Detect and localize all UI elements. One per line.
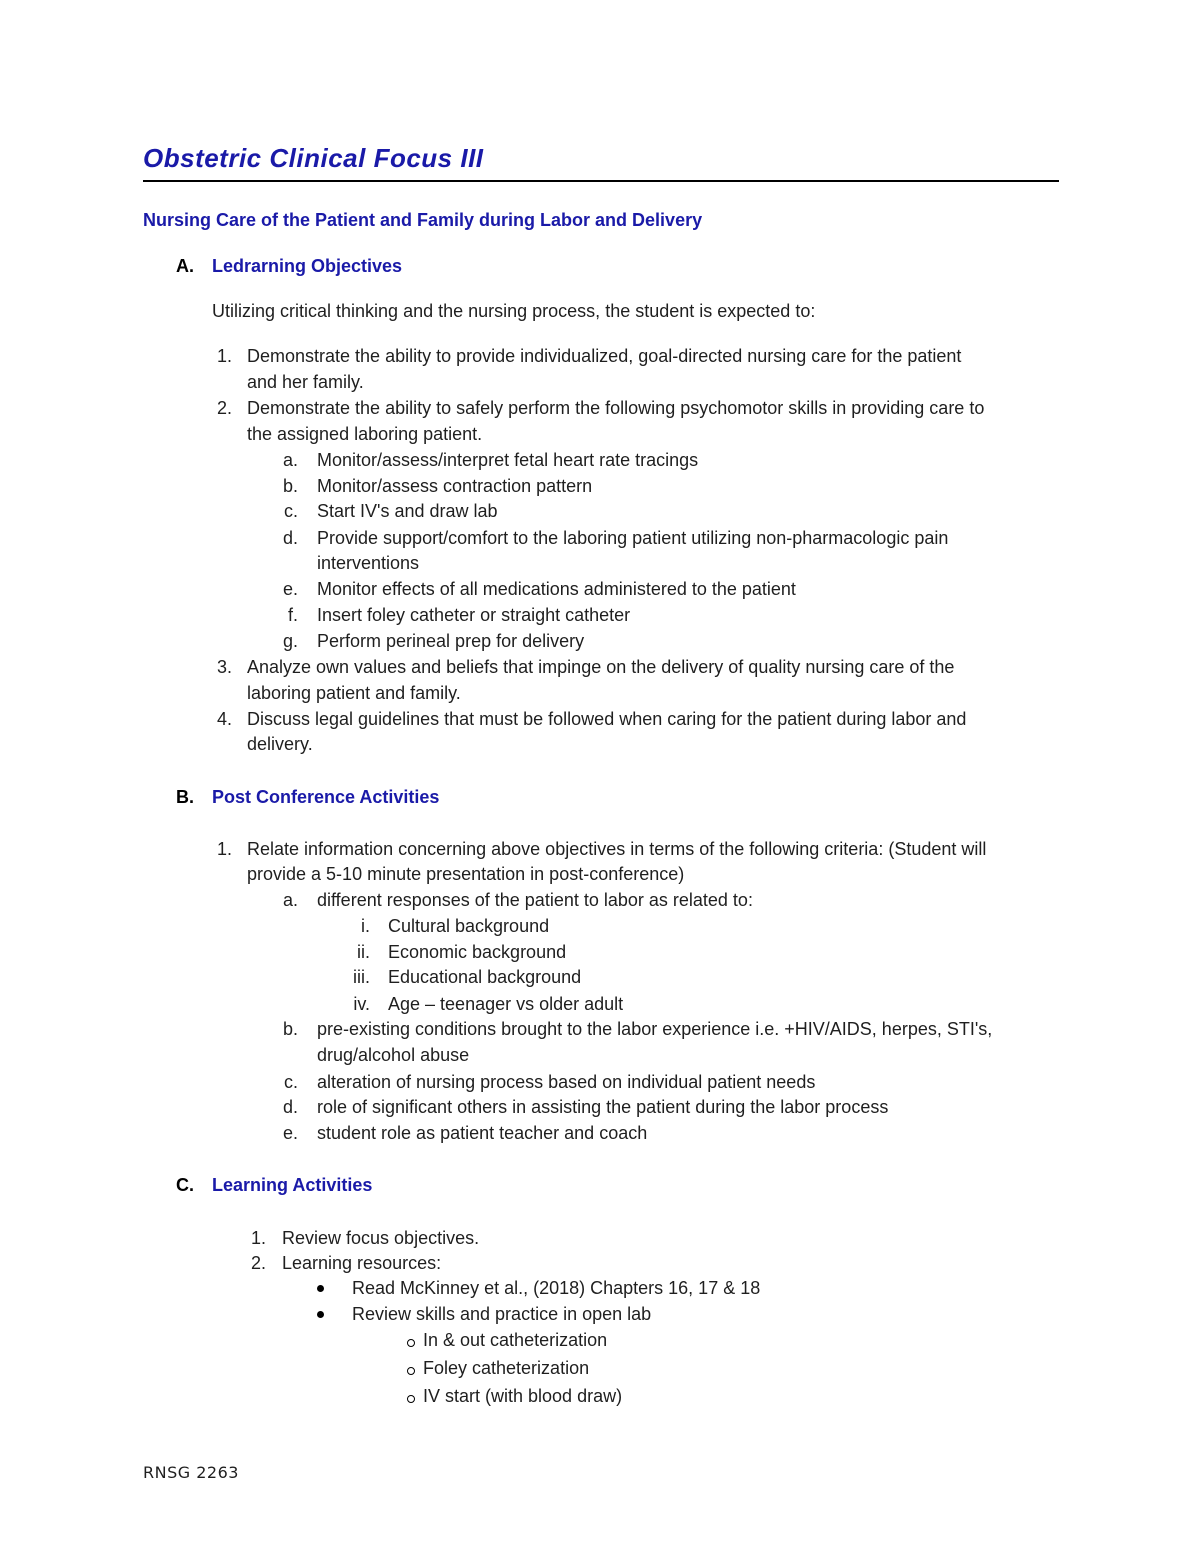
objective-2-line-1: Demonstrate the ability to safely perform the following psychomotor skills in providing care to: [247, 398, 985, 418]
objective-4-line-2: delivery.: [247, 734, 313, 754]
objective-4-number: 4.: [216, 709, 232, 729]
sub-bullet-3-circle: [407, 1395, 415, 1403]
roman-ii-number: ii.: [357, 942, 370, 962]
section-c-letter: C.: [176, 1175, 194, 1195]
objective-1-number: 1.: [216, 346, 232, 366]
criteria-1-line-1: Relate information concerning above objectives in terms of the following criteria: (Student will: [247, 839, 987, 859]
activity-2-text: Learning resources:: [282, 1253, 442, 1273]
skill-b-letter: b.: [282, 476, 298, 496]
roman-iii-text: Educational background: [388, 967, 582, 987]
criteria-b-line-1: pre-existing conditions brought to the labor experience i.e. +HIV/AIDS, herpes, STI's,: [317, 1019, 993, 1039]
roman-i-number: i.: [361, 916, 370, 936]
roman-iii-number: iii.: [353, 967, 370, 987]
resource-1-text: Read McKinney et al., (2018) Chapters 16, 17 & 18: [352, 1278, 761, 1298]
activity-2-number: 2.: [250, 1253, 266, 1273]
section-a-title: Ledrarning Objectives: [212, 256, 403, 276]
criteria-e-letter: e.: [282, 1123, 298, 1143]
document-title: Obstetric Clinical Focus III: [143, 143, 484, 173]
skill-d-line-1: Provide support/comfort to the laboring patient utilizing non-pharmacologic pain: [317, 528, 949, 548]
criteria-d-letter: d.: [282, 1097, 298, 1117]
objective-3-line-1: Analyze own values and beliefs that impinge on the delivery of quality nursing care of the: [247, 657, 955, 677]
section-a-letter: A.: [176, 256, 194, 276]
section-b-title: Post Conference Activities: [212, 787, 440, 807]
roman-iv-number: iv.: [353, 994, 370, 1014]
footer-course-code: RNSG 2263: [143, 1463, 239, 1482]
roman-iv-text: Age – teenager vs older adult: [388, 994, 624, 1014]
sub-bullet-2-circle: [407, 1367, 415, 1375]
document-subtitle: Nursing Care of the Patient and Family during Labor and Delivery: [143, 210, 703, 230]
objective-4-line-1: Discuss legal guidelines that must be followed when caring for the patient during labor and: [247, 709, 967, 729]
bullet-2-dot: [317, 1311, 324, 1318]
skill-g-text: Perform perineal prep for delivery: [317, 631, 585, 651]
objective-3-number: 3.: [216, 657, 232, 677]
skill-a-text: Monitor/assess/interpret fetal heart rate tracings: [317, 450, 699, 470]
objective-2-line-2: the assigned laboring patient.: [247, 424, 483, 444]
skill-b-text: Monitor/assess contraction pattern: [317, 476, 593, 496]
section-a-intro: Utilizing critical thinking and the nursing process, the student is expected to:: [212, 301, 816, 321]
objective-1-line-1: Demonstrate the ability to provide individualized, goal-directed nursing care for the patient: [247, 346, 962, 366]
objective-1-line-2: and her family.: [247, 372, 364, 392]
skill-f-letter: f.: [287, 605, 298, 625]
criteria-d-text: role of significant others in assisting the patient during the labor process: [317, 1097, 889, 1117]
section-c-title: Learning Activities: [212, 1175, 373, 1195]
skill-d-line-2: interventions: [317, 553, 420, 573]
criteria-c-letter: c.: [283, 1072, 298, 1092]
skill-e-text: Monitor effects of all medications administered to the patient: [317, 579, 796, 599]
criteria-1-line-2: provide a 5-10 minute presentation in post-conference): [247, 864, 685, 884]
skill-g-letter: g.: [282, 631, 298, 651]
criteria-c-text: alteration of nursing process based on individual patient needs: [317, 1072, 816, 1092]
objective-3-line-2: laboring patient and family.: [247, 683, 461, 703]
criteria-e-text: student role as patient teacher and coach: [317, 1123, 648, 1143]
roman-i-text: Cultural background: [388, 916, 550, 936]
criteria-a-text: different responses of the patient to labor as related to:: [317, 890, 753, 910]
activity-1-number: 1.: [250, 1228, 266, 1248]
bullet-1-dot: [317, 1285, 324, 1292]
skill-e-letter: e.: [282, 579, 298, 599]
title-rule: [143, 180, 1059, 182]
resource-2-text: Review skills and practice in open lab: [352, 1304, 652, 1324]
skill-c-letter: c.: [283, 501, 298, 521]
section-b-letter: B.: [176, 787, 194, 807]
criteria-b-letter: b.: [282, 1019, 298, 1039]
skill-f-text: Insert foley catheter or straight catheter: [317, 605, 631, 625]
objective-2-number: 2.: [216, 398, 232, 418]
roman-ii-text: Economic background: [388, 942, 567, 962]
skill-a-letter: a.: [282, 450, 298, 470]
skill-practice-3-text: IV start (with blood draw): [423, 1386, 623, 1406]
skill-d-letter: d.: [282, 528, 298, 548]
criteria-a-letter: a.: [282, 890, 298, 910]
activity-1-text: Review focus objectives.: [282, 1228, 480, 1248]
criteria-b-line-2: drug/alcohol abuse: [317, 1045, 470, 1065]
skill-practice-2-text: Foley catheterization: [423, 1358, 590, 1378]
criteria-1-number: 1.: [216, 839, 232, 859]
skill-c-text: Start IV's and draw lab: [317, 501, 498, 521]
skill-practice-1-text: In & out catheterization: [423, 1330, 608, 1350]
sub-bullet-1-circle: [407, 1339, 415, 1347]
